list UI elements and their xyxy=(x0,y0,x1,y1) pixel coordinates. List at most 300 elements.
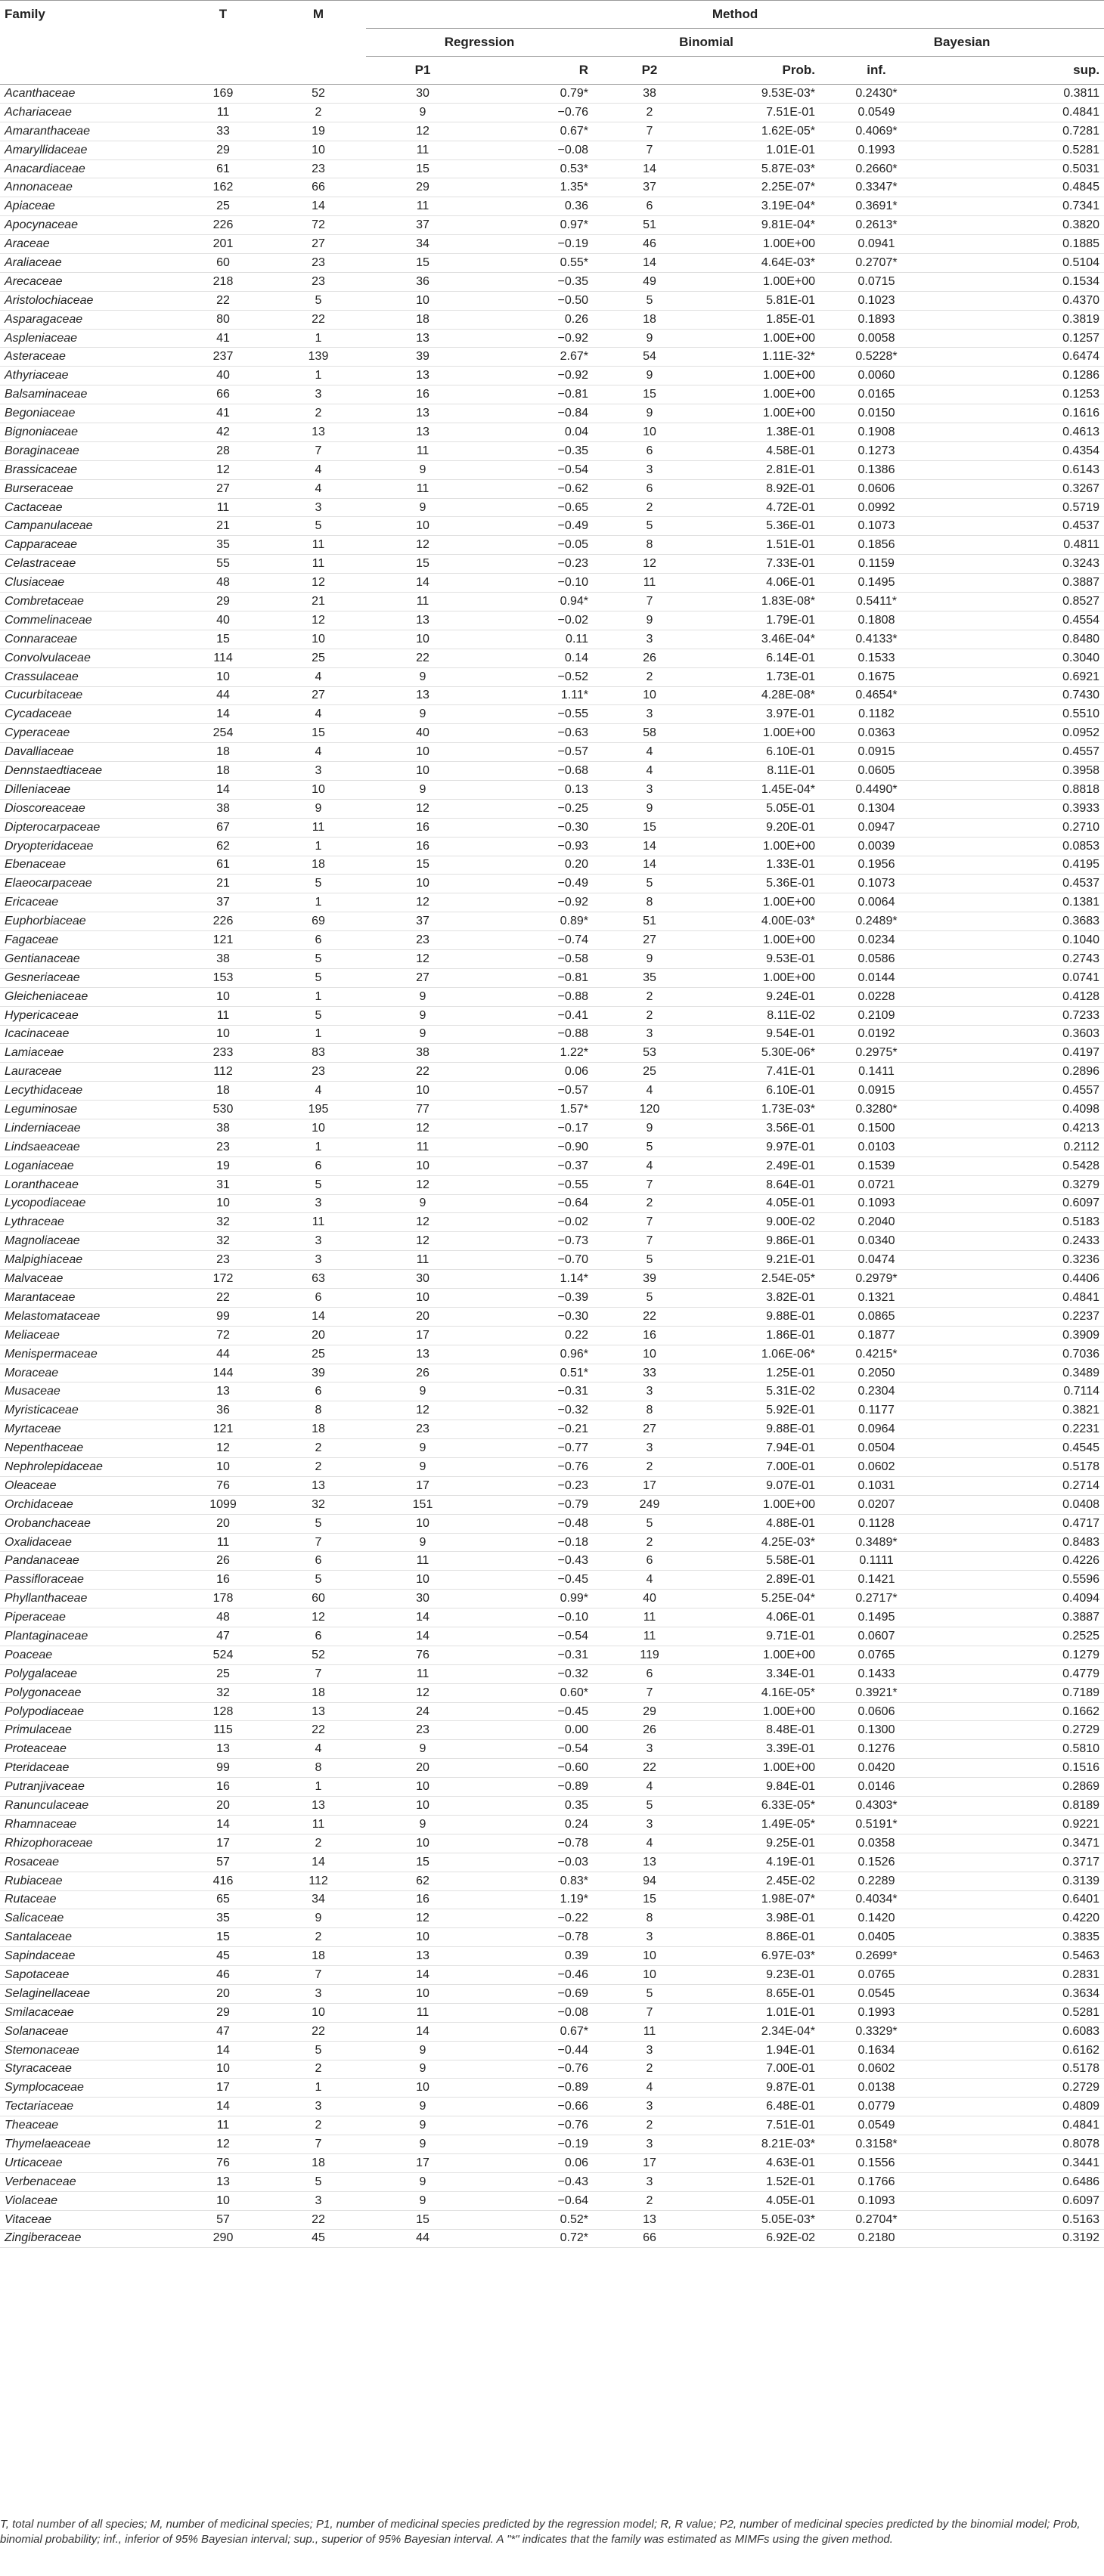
p1-cell: 10 xyxy=(366,291,479,310)
sup-cell: 0.8078 xyxy=(933,2135,1104,2154)
t-cell: 14 xyxy=(175,2098,271,2116)
p2-cell: 2 xyxy=(593,2116,706,2135)
m-cell: 4 xyxy=(271,705,366,724)
table-row xyxy=(0,1101,1104,1119)
prob-cell: 2.45E-02 xyxy=(706,1872,820,1890)
family-cell: Pteridaceae xyxy=(0,1759,175,1778)
family-cell: Oxalidaceae xyxy=(0,1533,175,1552)
table-row xyxy=(0,1063,1104,1082)
prob-cell: 1.01E-01 xyxy=(706,2003,820,2022)
table-row xyxy=(0,2060,1104,2079)
p2-cell: 10 xyxy=(593,1345,706,1364)
table-row xyxy=(0,1251,1104,1270)
family-cell: Lythraceae xyxy=(0,1213,175,1232)
r-cell: −0.32 xyxy=(479,1664,593,1683)
m-cell: 5 xyxy=(271,291,366,310)
family-cell: Convolvulaceae xyxy=(0,649,175,667)
t-cell: 25 xyxy=(175,1664,271,1683)
sup-cell: 0.5463 xyxy=(933,1947,1104,1966)
sup-cell: 0.4220 xyxy=(933,1909,1104,1928)
family-cell: Dioscoreaceae xyxy=(0,799,175,818)
header-sup: sup. xyxy=(933,57,1104,85)
m-cell: 9 xyxy=(271,799,366,818)
p2-cell: 5 xyxy=(593,875,706,893)
p1-cell: 11 xyxy=(366,1251,479,1270)
family-cell: Amaryllidaceae xyxy=(0,141,175,159)
sup-cell: 0.3441 xyxy=(933,2153,1104,2172)
t-cell: 61 xyxy=(175,159,271,178)
r-cell: −0.35 xyxy=(479,272,593,291)
family-cell: Apocynaceae xyxy=(0,216,175,235)
table-row xyxy=(0,1853,1104,1872)
t-cell: 10 xyxy=(175,1458,271,1477)
t-cell: 32 xyxy=(175,1213,271,1232)
table-row xyxy=(0,2022,1104,2041)
p1-cell: 37 xyxy=(366,216,479,235)
family-cell: Rutaceae xyxy=(0,1890,175,1909)
m-cell: 1 xyxy=(271,329,366,348)
inf-cell: 0.1993 xyxy=(820,141,933,159)
r-cell: −0.50 xyxy=(479,291,593,310)
sup-cell: 0.5596 xyxy=(933,1571,1104,1590)
table-row xyxy=(0,2153,1104,2172)
sup-cell: 0.3887 xyxy=(933,1608,1104,1627)
inf-cell: 0.2304 xyxy=(820,1382,933,1401)
prob-cell: 7.94E-01 xyxy=(706,1439,820,1458)
r-cell: −0.17 xyxy=(479,1119,593,1138)
sup-cell: 0.5163 xyxy=(933,2210,1104,2229)
t-cell: 121 xyxy=(175,931,271,950)
table-row xyxy=(0,1608,1104,1627)
r-cell: −0.22 xyxy=(479,1909,593,1928)
r-cell: −0.54 xyxy=(479,1627,593,1646)
p1-cell: 10 xyxy=(366,743,479,762)
sup-cell: 0.3267 xyxy=(933,479,1104,498)
m-cell: 3 xyxy=(271,1232,366,1251)
family-cell: Davalliaceae xyxy=(0,743,175,762)
family-cell: Putranjivaceae xyxy=(0,1778,175,1797)
r-cell: 0.20 xyxy=(479,856,593,875)
r-cell: −0.35 xyxy=(479,441,593,460)
m-cell: 1 xyxy=(271,987,366,1006)
m-cell: 2 xyxy=(271,1439,366,1458)
p1-cell: 12 xyxy=(366,1175,479,1194)
m-cell: 34 xyxy=(271,1890,366,1909)
p2-cell: 12 xyxy=(593,555,706,574)
sup-cell: 0.7189 xyxy=(933,1683,1104,1702)
inf-cell: 0.1177 xyxy=(820,1401,933,1420)
sup-cell: 0.2831 xyxy=(933,1966,1104,1985)
r-cell: −0.92 xyxy=(479,367,593,385)
p2-cell: 13 xyxy=(593,2210,706,2229)
inf-cell: 0.1533 xyxy=(820,649,933,667)
sup-cell: 0.4098 xyxy=(933,1101,1104,1119)
table-row xyxy=(0,1194,1104,1213)
m-cell: 22 xyxy=(271,1721,366,1740)
p2-cell: 9 xyxy=(593,799,706,818)
inf-cell: 0.0165 xyxy=(820,385,933,404)
table-row xyxy=(0,1702,1104,1721)
p1-cell: 9 xyxy=(366,2060,479,2079)
inf-cell: 0.2109 xyxy=(820,1006,933,1025)
sup-cell: 0.4779 xyxy=(933,1664,1104,1683)
m-cell: 12 xyxy=(271,1608,366,1627)
sup-cell: 0.3139 xyxy=(933,1872,1104,1890)
p2-cell: 3 xyxy=(593,2041,706,2060)
r-cell: −0.81 xyxy=(479,968,593,987)
prob-cell: 7.41E-01 xyxy=(706,1063,820,1082)
t-cell: 15 xyxy=(175,630,271,649)
r-cell: −0.93 xyxy=(479,837,593,856)
sup-cell: 0.4841 xyxy=(933,1289,1104,1308)
p1-cell: 11 xyxy=(366,593,479,611)
p1-cell: 15 xyxy=(366,1853,479,1872)
family-cell: Lauraceae xyxy=(0,1063,175,1082)
p2-cell: 3 xyxy=(593,1382,706,1401)
inf-cell: 0.3158* xyxy=(820,2135,933,2154)
table-row xyxy=(0,649,1104,667)
inf-cell: 0.0358 xyxy=(820,1834,933,1853)
p1-cell: 30 xyxy=(366,1270,479,1289)
r-cell: −0.88 xyxy=(479,987,593,1006)
p2-cell: 6 xyxy=(593,479,706,498)
p1-cell: 12 xyxy=(366,1909,479,1928)
m-cell: 25 xyxy=(271,1345,366,1364)
p1-cell: 9 xyxy=(366,460,479,479)
r-cell: 2.67* xyxy=(479,348,593,367)
prob-cell: 1.00E+00 xyxy=(706,893,820,912)
sup-cell: 0.1257 xyxy=(933,329,1104,348)
m-cell: 2 xyxy=(271,2060,366,2079)
t-cell: 10 xyxy=(175,2191,271,2210)
r-cell: 0.53* xyxy=(479,159,593,178)
prob-cell: 9.24E-01 xyxy=(706,987,820,1006)
prob-cell: 1.98E-07* xyxy=(706,1890,820,1909)
table-row xyxy=(0,1797,1104,1816)
r-cell: 0.83* xyxy=(479,1872,593,1890)
p1-cell: 17 xyxy=(366,1476,479,1495)
family-cell: Anacardiaceae xyxy=(0,159,175,178)
inf-cell: 0.2050 xyxy=(820,1364,933,1382)
prob-cell: 2.34E-04* xyxy=(706,2022,820,2041)
p1-cell: 12 xyxy=(366,536,479,555)
sup-cell: 0.4094 xyxy=(933,1590,1104,1608)
family-cell: Musaceae xyxy=(0,1382,175,1401)
header-spacer-t-2 xyxy=(175,57,271,85)
p1-cell: 10 xyxy=(366,1156,479,1175)
table-row xyxy=(0,1156,1104,1175)
m-cell: 18 xyxy=(271,1420,366,1439)
p2-cell: 6 xyxy=(593,1664,706,1683)
family-cell: Loranthaceae xyxy=(0,1175,175,1194)
sup-cell: 0.2729 xyxy=(933,1721,1104,1740)
p2-cell: 5 xyxy=(593,517,706,536)
m-cell: 22 xyxy=(271,310,366,329)
p1-cell: 9 xyxy=(366,1006,479,1025)
prob-cell: 1.49E-05* xyxy=(706,1815,820,1834)
m-cell: 11 xyxy=(271,536,366,555)
p2-cell: 46 xyxy=(593,235,706,254)
inf-cell: 0.1956 xyxy=(820,856,933,875)
family-cell: Proteaceae xyxy=(0,1740,175,1759)
p2-cell: 15 xyxy=(593,1890,706,1909)
m-cell: 4 xyxy=(271,743,366,762)
m-cell: 3 xyxy=(271,1984,366,2003)
inf-cell: 0.1893 xyxy=(820,310,933,329)
p1-cell: 10 xyxy=(366,875,479,893)
sup-cell: 0.4717 xyxy=(933,1514,1104,1533)
prob-cell: 1.73E-03* xyxy=(706,1101,820,1119)
r-cell: −0.49 xyxy=(479,517,593,536)
prob-cell: 1.52E-01 xyxy=(706,2172,820,2191)
p1-cell: 10 xyxy=(366,1514,479,1533)
inf-cell: 0.0765 xyxy=(820,1646,933,1664)
r-cell: 0.51* xyxy=(479,1364,593,1382)
inf-cell: 0.0605 xyxy=(820,762,933,781)
t-cell: 19 xyxy=(175,1156,271,1175)
table-row xyxy=(0,2210,1104,2229)
p2-cell: 2 xyxy=(593,2191,706,2210)
r-cell: −0.25 xyxy=(479,799,593,818)
t-cell: 13 xyxy=(175,1740,271,1759)
prob-cell: 1.33E-01 xyxy=(706,856,820,875)
family-cell: Salicaceae xyxy=(0,1909,175,1928)
p2-cell: 5 xyxy=(593,291,706,310)
inf-cell: 0.4034* xyxy=(820,1890,933,1909)
inf-cell: 0.1495 xyxy=(820,1608,933,1627)
p1-cell: 34 xyxy=(366,235,479,254)
prob-cell: 3.34E-01 xyxy=(706,1664,820,1683)
family-cell: Dilleniaceae xyxy=(0,780,175,799)
table-row xyxy=(0,875,1104,893)
prob-cell: 7.00E-01 xyxy=(706,1458,820,1477)
p2-cell: 10 xyxy=(593,686,706,705)
inf-cell: 0.1420 xyxy=(820,1909,933,1928)
family-cell: Boraginaceae xyxy=(0,441,175,460)
sup-cell: 0.5810 xyxy=(933,1740,1104,1759)
p2-cell: 10 xyxy=(593,423,706,442)
p1-cell: 23 xyxy=(366,931,479,950)
t-cell: 11 xyxy=(175,1533,271,1552)
r-cell: −0.08 xyxy=(479,141,593,159)
p1-cell: 9 xyxy=(366,987,479,1006)
inf-cell: 0.4069* xyxy=(820,122,933,141)
family-cell: Tectariaceae xyxy=(0,2098,175,2116)
family-cell: Balsaminaceae xyxy=(0,385,175,404)
p2-cell: 40 xyxy=(593,1590,706,1608)
family-cell: Acanthaceae xyxy=(0,85,175,104)
prob-cell: 1.00E+00 xyxy=(706,272,820,291)
p2-cell: 3 xyxy=(593,1928,706,1947)
table-row xyxy=(0,987,1104,1006)
p1-cell: 9 xyxy=(366,2191,479,2210)
family-cell: Clusiaceae xyxy=(0,574,175,593)
r-cell: −0.54 xyxy=(479,460,593,479)
t-cell: 29 xyxy=(175,593,271,611)
prob-cell: 9.07E-01 xyxy=(706,1476,820,1495)
p2-cell: 14 xyxy=(593,856,706,875)
p1-cell: 14 xyxy=(366,574,479,593)
p1-cell: 9 xyxy=(366,1740,479,1759)
r-cell: −0.18 xyxy=(479,1533,593,1552)
inf-cell: 0.4215* xyxy=(820,1345,933,1364)
prob-cell: 3.82E-01 xyxy=(706,1289,820,1308)
inf-cell: 0.2040 xyxy=(820,1213,933,1232)
p1-cell: 10 xyxy=(366,2079,479,2098)
p2-cell: 4 xyxy=(593,743,706,762)
inf-cell: 0.2613* xyxy=(820,216,933,235)
p1-cell: 14 xyxy=(366,1966,479,1985)
table-row xyxy=(0,611,1104,630)
p2-cell: 51 xyxy=(593,216,706,235)
sup-cell: 0.5281 xyxy=(933,2003,1104,2022)
prob-cell: 3.39E-01 xyxy=(706,1740,820,1759)
inf-cell: 0.0060 xyxy=(820,367,933,385)
family-cell: Piperaceae xyxy=(0,1608,175,1627)
r-cell: −0.76 xyxy=(479,2060,593,2079)
p1-cell: 10 xyxy=(366,1797,479,1816)
table-row xyxy=(0,555,1104,574)
family-cell: Aspleniaceae xyxy=(0,329,175,348)
table-row xyxy=(0,743,1104,762)
table-row xyxy=(0,404,1104,423)
inf-cell: 0.2707* xyxy=(820,254,933,273)
m-cell: 1 xyxy=(271,1025,366,1044)
r-cell: 0.22 xyxy=(479,1326,593,1345)
r-cell: 0.13 xyxy=(479,780,593,799)
p1-cell: 15 xyxy=(366,2210,479,2229)
family-cell: Ranunculaceae xyxy=(0,1797,175,1816)
prob-cell: 5.58E-01 xyxy=(706,1552,820,1571)
p1-cell: 9 xyxy=(366,1439,479,1458)
p1-cell: 9 xyxy=(366,2098,479,2116)
prob-cell: 8.86E-01 xyxy=(706,1928,820,1947)
table-row xyxy=(0,1044,1104,1063)
t-cell: 26 xyxy=(175,1552,271,1571)
family-cell: Lindsaeaceae xyxy=(0,1138,175,1156)
inf-cell: 0.0144 xyxy=(820,968,933,987)
table-row xyxy=(0,498,1104,517)
p2-cell: 11 xyxy=(593,1627,706,1646)
m-cell: 6 xyxy=(271,1382,366,1401)
t-cell: 55 xyxy=(175,555,271,574)
p1-cell: 77 xyxy=(366,1101,479,1119)
p1-cell: 15 xyxy=(366,159,479,178)
prob-cell: 1.00E+00 xyxy=(706,1759,820,1778)
r-cell: 0.96* xyxy=(479,1345,593,1364)
p2-cell: 6 xyxy=(593,1552,706,1571)
t-cell: 31 xyxy=(175,1175,271,1194)
inf-cell: 0.2180 xyxy=(820,2229,933,2248)
m-cell: 66 xyxy=(271,178,366,197)
sup-cell: 0.4195 xyxy=(933,856,1104,875)
m-cell: 52 xyxy=(271,85,366,104)
inf-cell: 0.0607 xyxy=(820,1627,933,1646)
prob-cell: 9.87E-01 xyxy=(706,2079,820,2098)
p2-cell: 11 xyxy=(593,2022,706,2041)
r-cell: −0.21 xyxy=(479,1420,593,1439)
r-cell: 0.99* xyxy=(479,1590,593,1608)
inf-cell: 0.4654* xyxy=(820,686,933,705)
inf-cell: 0.1093 xyxy=(820,2191,933,2210)
p1-cell: 17 xyxy=(366,1326,479,1345)
m-cell: 72 xyxy=(271,216,366,235)
p2-cell: 26 xyxy=(593,1721,706,1740)
table-row xyxy=(0,1401,1104,1420)
inf-cell: 0.2489* xyxy=(820,912,933,931)
t-cell: 48 xyxy=(175,1608,271,1627)
sup-cell: 0.4845 xyxy=(933,178,1104,197)
sup-cell: 0.3820 xyxy=(933,216,1104,235)
family-cell: Aristolochiaceae xyxy=(0,291,175,310)
m-cell: 63 xyxy=(271,1270,366,1289)
m-cell: 18 xyxy=(271,1683,366,1702)
sup-cell: 0.1662 xyxy=(933,1702,1104,1721)
p2-cell: 5 xyxy=(593,1251,706,1270)
p1-cell: 11 xyxy=(366,2003,479,2022)
t-cell: 201 xyxy=(175,235,271,254)
sup-cell: 0.3243 xyxy=(933,555,1104,574)
prob-cell: 1.25E-01 xyxy=(706,1364,820,1382)
p1-cell: 10 xyxy=(366,1082,479,1101)
inf-cell: 0.3280* xyxy=(820,1101,933,1119)
table-row xyxy=(0,159,1104,178)
t-cell: 18 xyxy=(175,1082,271,1101)
m-cell: 1 xyxy=(271,893,366,912)
table-row xyxy=(0,2172,1104,2191)
table-row xyxy=(0,423,1104,442)
family-cell: Orobanchaceae xyxy=(0,1514,175,1533)
t-cell: 17 xyxy=(175,1834,271,1853)
r-cell: −0.23 xyxy=(479,1476,593,1495)
prob-cell: 4.25E-03* xyxy=(706,1533,820,1552)
table-row xyxy=(0,1382,1104,1401)
r-cell: −0.55 xyxy=(479,1175,593,1194)
family-cell: Dipterocarpaceae xyxy=(0,818,175,837)
m-cell: 3 xyxy=(271,762,366,781)
family-cell: Phyllanthaceae xyxy=(0,1590,175,1608)
r-cell: 0.06 xyxy=(479,2153,593,2172)
r-cell: 0.60* xyxy=(479,1683,593,1702)
sup-cell: 0.3887 xyxy=(933,574,1104,593)
sup-cell: 0.4213 xyxy=(933,1119,1104,1138)
family-cell: Cactaceae xyxy=(0,498,175,517)
inf-cell: 0.0228 xyxy=(820,987,933,1006)
table-row xyxy=(0,441,1104,460)
p2-cell: 35 xyxy=(593,968,706,987)
table-row xyxy=(0,235,1104,254)
prob-cell: 1.51E-01 xyxy=(706,536,820,555)
p2-cell: 58 xyxy=(593,724,706,743)
p2-cell: 2 xyxy=(593,667,706,686)
r-cell: −0.57 xyxy=(479,1082,593,1101)
t-cell: 45 xyxy=(175,1947,271,1966)
m-cell: 5 xyxy=(271,875,366,893)
p2-cell: 7 xyxy=(593,122,706,141)
p1-cell: 40 xyxy=(366,724,479,743)
prob-cell: 4.19E-01 xyxy=(706,1853,820,1872)
inf-cell: 0.0138 xyxy=(820,2079,933,2098)
m-cell: 8 xyxy=(271,1401,366,1420)
p1-cell: 13 xyxy=(366,611,479,630)
r-cell: −0.48 xyxy=(479,1514,593,1533)
prob-cell: 8.48E-01 xyxy=(706,1721,820,1740)
m-cell: 2 xyxy=(271,2116,366,2135)
inf-cell: 0.0420 xyxy=(820,1759,933,1778)
prob-cell: 8.21E-03* xyxy=(706,2135,820,2154)
prob-cell: 1.00E+00 xyxy=(706,385,820,404)
prob-cell: 4.63E-01 xyxy=(706,2153,820,2172)
